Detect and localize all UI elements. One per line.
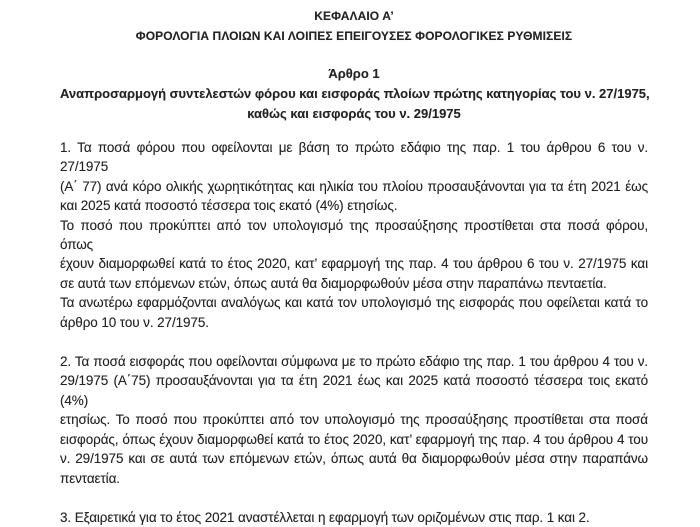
article-number: Άρθρο 1 — [328, 66, 380, 81]
text-line: 3. Εξαιρετικά για το έτος 2021 αναστέλλεται η εφαρμογή των οριζομένων στις παρ. 1 και 2. — [60, 509, 590, 525]
text-line: ν. 29/1975 και σε αυτά των επόμενων ετών, όπως αυτά θα διαμορφωθούν μέσα στην παραπάνω — [60, 451, 648, 467]
paragraph-1 — [60, 138, 648, 332]
article-body — [60, 138, 648, 527]
chapter-label: ΚΕΦΑΛΑΙΟ Α’ — [314, 9, 394, 23]
paragraph-3 — [60, 508, 648, 527]
text-line: άρθρο 10 του ν. 27/1975. — [60, 314, 209, 330]
text-line: και 2025 κατά ποσοστό τέσσερα τοις εκατό (4%) ετησίως. — [60, 198, 398, 214]
text-line: έχουν διαμορφωθεί κατά το έτος 2020, κατ’ εφαρμογή της παρ. 4 του άρθρου 6 του ν. 27/1975 και — [60, 256, 648, 272]
text-line: πενταετία. — [60, 470, 120, 486]
text-line: Το ποσό που προκύπτει από τον υπολογισμό της προσαύξησης προστίθεται στα ποσά φόρου, όπως — [60, 217, 648, 253]
chapter-title: ΦΟΡΟΛΟΓΙΑ ΠΛΟΙΩΝ ΚΑΙ ΛΟΙΠΕΣ ΕΠΕΙΓΟΥΣΕΣ ΦΟΡΟΛΟΓΙΚΕΣ ΡΥΘΜΙΣΕΙΣ — [135, 29, 573, 43]
text-line: 29/1975 (Α΄75) προσαυξάνονται για τα έτη 2021 έως και 2025 κατά ποσοστό τέσσερα τοις εκατό (4%) — [60, 373, 648, 408]
chapter-heading-block — [60, 6, 648, 46]
text-line: Τα ανωτέρω εφαρμόζονται αναλόγως και κατά τον υπολογισμό της εισφοράς που οφείλεται κατά το — [60, 295, 648, 311]
paragraph-2 — [60, 352, 648, 488]
article-title-line-2: καθώς και εισφοράς του ν. 29/1975 — [247, 106, 461, 121]
text-line: 1. Τα ποσά φόρου που οφείλονται με βάση το πρώτο εδάφιο της παρ. 1 του άρθρου 6 του ν. 27/1975 — [60, 140, 648, 175]
article-title-line-1: Αναπροσαρμογή συντελεστών φόρου και εισφοράς πλοίων πρώτης κατηγορίας του ν. 27/1975, — [60, 86, 650, 101]
text-line: (Α΄ 77) ανά κόρο ολικής χωρητικότητας και ηλικία του πλοίου προσαυξάνονται για τα έτη 2021 έως — [60, 178, 648, 194]
text-line: 2. Τα ποσά εισφοράς που οφείλονται σύμφωνα με το πρώτο εδάφιο της παρ. 1 του άρθρου 4 του ν. — [60, 354, 648, 370]
text-line: ετησίως. Το ποσό που προκύπτει από τον υπολογισμό της προσαύξησης προστίθεται στα ποσά — [60, 412, 648, 428]
text-line: εισφοράς, όπως έχουν διαμορφωθεί κατά το έτος 2020, κατ’ εφαρμογή της παρ. 4 του άρθρου 4 του — [60, 431, 648, 447]
article-heading-block — [60, 64, 648, 124]
text-line: σε αυτά των επόμενων ετών, όπως αυτά θα διαμορφωθούν μέσα στην παραπάνω πενταετία. — [60, 275, 607, 291]
